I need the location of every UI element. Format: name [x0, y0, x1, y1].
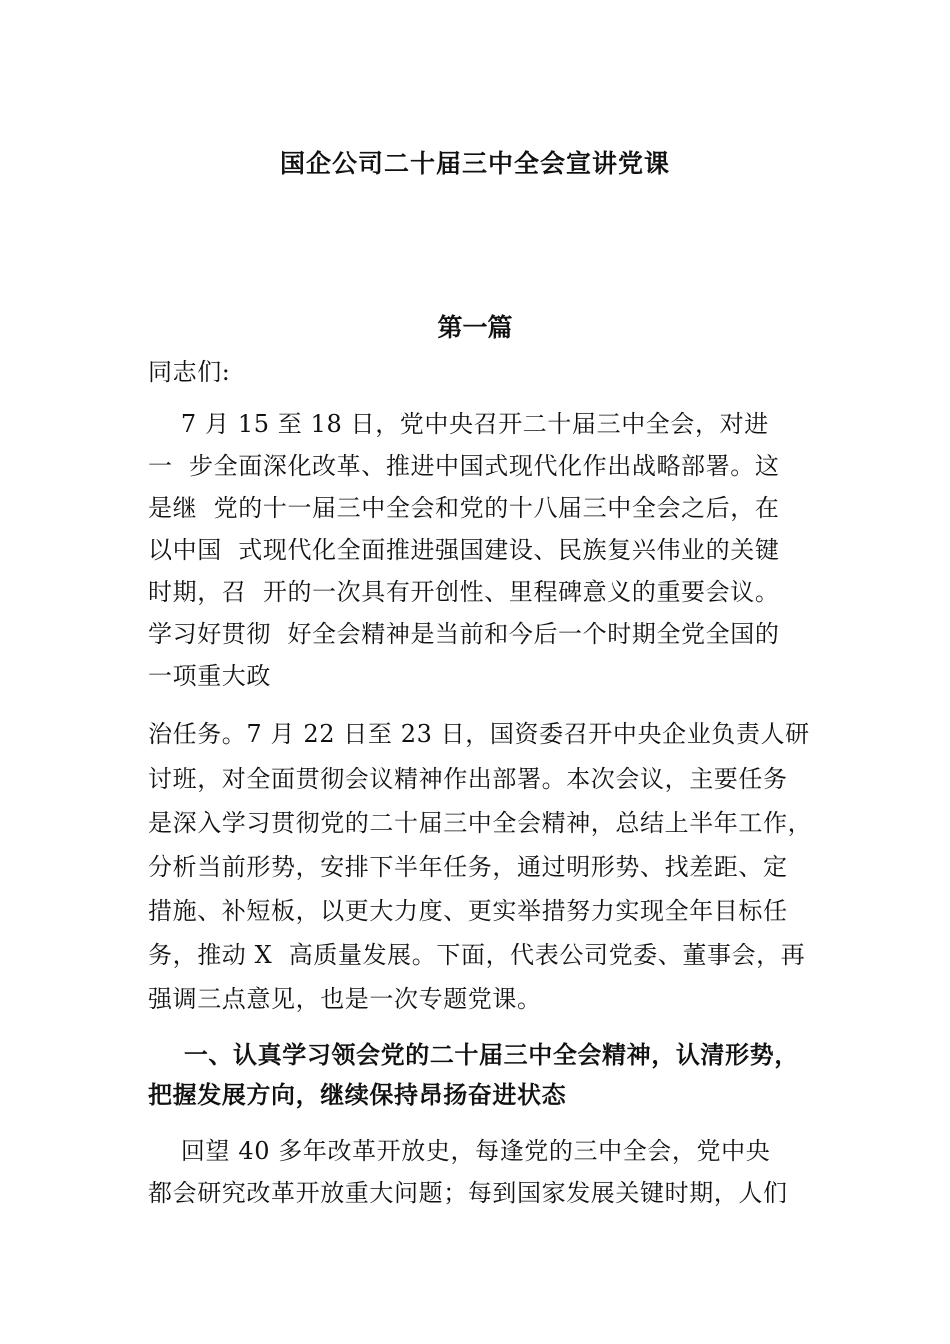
- paragraph-line: 是继 党的十一届三中全会和党的十八届三中全会之后，在: [148, 494, 780, 522]
- paragraph-line: 一项重大政: [148, 662, 271, 690]
- paragraph-line: 治任务。7 月 22 日至 23 日，国资委召开中央企业负责人研: [148, 720, 810, 748]
- paragraph-line: 时期，召 开的一次具有开创性、里程碑意义的重要会议。: [148, 578, 780, 606]
- paragraph-line: 学习好贯彻 好全会精神是当前和今后一个时期全党全国的: [148, 620, 780, 648]
- paragraph-line: 务，推动 X 高质量发展。下面，代表公司党委、董事会，再: [148, 941, 806, 969]
- salutation: 同志们:: [148, 358, 231, 386]
- paragraph-line: 是深入学习贯彻党的二十届三中全会精神，总结上半年工作，: [148, 809, 813, 837]
- paragraph-line: 措施、补短板，以更大力度、更实举措努力实现全年目标任: [148, 897, 788, 925]
- paragraph-line: 回望 40 多年改革开放史，每逢党的三中全会，党中央: [148, 1137, 771, 1165]
- paragraph-line: 都会研究改革开放重大问题；每到国家发展关键时期，人们: [148, 1179, 788, 1207]
- document-title: 国企公司二十届三中全会宣讲党课: [279, 149, 670, 178]
- paragraph-line: 强调三点意见，也是一次专题党课。: [148, 985, 542, 1013]
- paragraph-line: 一 步全面深化改革、推进中国式现代化作出战略部署。这: [148, 452, 780, 480]
- paragraph-line: 分析当前形势，安排下半年任务，通过明形势、找差距、定: [148, 853, 788, 881]
- paragraph-line: 7 月 15 至 18 日，党中央召开二十届三中全会，对进: [148, 410, 769, 438]
- heading-line: 把握发展方向，继续保持昂扬奋进状态: [148, 1081, 567, 1109]
- paragraph-line: 讨班，对全面贯彻会议精神作出部署。本次会议，主要任务: [148, 765, 788, 793]
- section-title: 第一篇: [437, 313, 513, 342]
- paragraph-line: 以中国 式现代化全面推进强国建设、民族复兴伟业的关键: [148, 536, 780, 564]
- heading-line: 一、认真学习领会党的二十届三中全会精神，认清形势，: [148, 1041, 799, 1069]
